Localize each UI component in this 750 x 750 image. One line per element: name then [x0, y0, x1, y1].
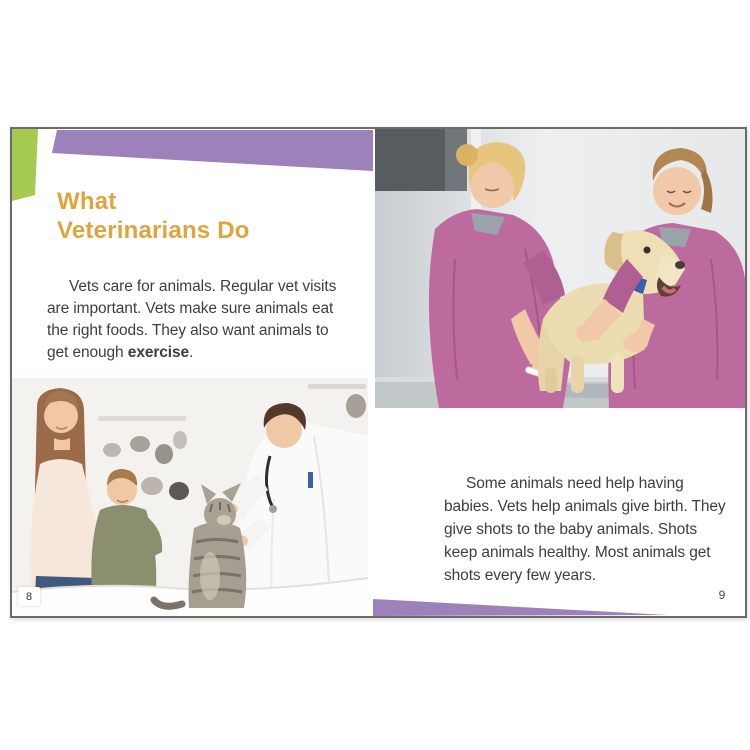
page-number-right: 9 — [718, 588, 726, 602]
right-page-photo — [375, 129, 745, 408]
page-title-line1: What — [57, 188, 117, 215]
left-page-paragraph — [47, 276, 339, 364]
right-page-paragraph: Some animals need help having babies. Vets help animals give birth. They give shots to the baby animals. Shots keep animals healthy. Most animals get shots every few years. — [444, 474, 726, 584]
vet-cat-illustration — [12, 378, 368, 616]
purple-bottom-wedge — [373, 595, 673, 616]
green-accent-shape — [12, 129, 52, 205]
page-title — [57, 187, 317, 245]
page-number-left: 8 — [18, 587, 40, 606]
left-paragraph-text: Vets care for animals. Regular vet visits are important. Vets make sure animals eat the right foods. They also want animals to get enough — [47, 277, 337, 361]
book-spread — [10, 127, 747, 618]
left-page-photo — [12, 378, 368, 616]
left-paragraph-period: . — [189, 343, 194, 361]
page-title-line2: Veterinarians Do — [57, 217, 250, 244]
purple-top-band — [52, 129, 373, 173]
vets-puppy-illustration — [375, 129, 745, 408]
bold-vocabulary-word: exercise — [127, 343, 190, 361]
